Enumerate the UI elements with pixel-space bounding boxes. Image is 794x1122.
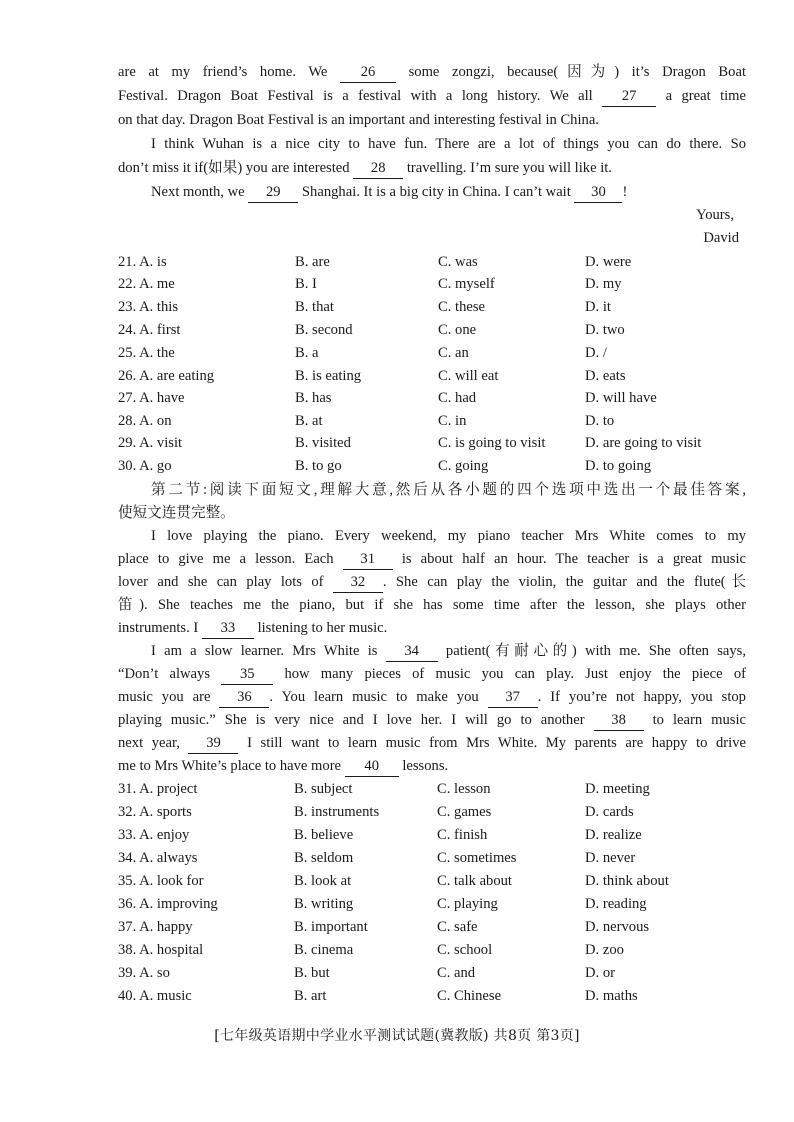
option-a: 31. A. project: [118, 781, 198, 797]
passage-2-line: [151, 639, 746, 663]
option-d: D. never: [585, 850, 636, 866]
option-b: B. believe: [294, 827, 354, 843]
text-run: are at my friend’s home. We: [118, 64, 341, 80]
option-b: B. seldom: [294, 850, 354, 866]
page-footer: [七年级英语期中学业水平测试试题(冀教版) 共8页 第3页]: [214, 1028, 580, 1044]
option-b: B. subject: [294, 781, 353, 797]
option-c: C. going: [438, 458, 489, 474]
option-b: B. is eating: [295, 368, 362, 384]
section-2-instruction: 第二节:阅读下面短文,理解大意,然后从各小题的四个选项中选出一个最佳答案,: [151, 482, 746, 498]
answer-blank: 37: [488, 689, 538, 708]
option-b: B. look at: [294, 873, 352, 889]
question-row: [118, 365, 746, 387]
text-run: Festival. Dragon Boat Festival is a festival with a long history. We all: [118, 88, 603, 104]
option-b: B. writing: [294, 896, 354, 912]
option-a: 33. A. enjoy: [118, 827, 190, 843]
answer-blank: 28: [353, 160, 403, 179]
option-b: B. a: [295, 345, 319, 361]
option-a: 23. A. this: [118, 299, 179, 315]
option-d: D. nervous: [585, 919, 650, 935]
answer-blank: 26: [340, 64, 396, 83]
question-row: [118, 319, 746, 341]
option-c: C. and: [437, 965, 476, 981]
passage-2-line: [118, 708, 746, 732]
option-c: C. will eat: [438, 368, 499, 384]
passage-2-line: [118, 754, 746, 778]
text-run: I think Wuhan is a nice city to have fun. There are a lot of things you can do there. So: [151, 136, 746, 152]
option-b: B. has: [295, 390, 332, 406]
option-d: D. will have: [585, 390, 657, 406]
letter-signature: David: [703, 230, 739, 246]
answer-blank: 35: [221, 666, 273, 685]
option-c: C. these: [438, 299, 486, 315]
text-run: travelling. I’m sure you will like it.: [403, 160, 612, 176]
passage-1-line: [151, 132, 746, 156]
question-row: [118, 342, 746, 364]
text-run: me to Mrs White’s place to have more: [118, 758, 345, 774]
option-b: B. are: [295, 254, 330, 270]
option-b: B. important: [294, 919, 368, 935]
question-row: [118, 432, 746, 454]
option-c: C. Chinese: [437, 988, 502, 1004]
text-run: “Don’t always: [118, 666, 222, 682]
text-run: . If you’re not happy, you stop: [537, 689, 746, 705]
option-c: C. finish: [437, 827, 488, 843]
question-row: [118, 870, 746, 892]
option-a: 27. A. have: [118, 390, 185, 406]
answer-blank: 40: [345, 758, 399, 777]
option-a: 37. A. happy: [118, 919, 193, 935]
option-d: D. are going to visit: [585, 435, 702, 451]
text-run: instruments. I: [118, 620, 202, 636]
option-a: 26. A. are eating: [118, 368, 215, 384]
text-run: is about half an hour. The teacher is a great music: [392, 551, 746, 567]
text-run: music you are: [118, 689, 220, 705]
option-a: 38. A. hospital: [118, 942, 204, 958]
text-run: a great time: [656, 88, 747, 104]
question-row: [118, 778, 746, 800]
option-d: D. eats: [585, 368, 626, 384]
answer-blank: 30: [574, 184, 622, 203]
passage-1-line: [118, 84, 746, 108]
answer-blank: 39: [188, 735, 238, 754]
option-b: B. at: [295, 413, 323, 429]
option-d: D. my: [585, 276, 622, 292]
option-a: 40. A. music: [118, 988, 192, 1004]
text-run: . She can play the violin, the guitar and the flute(长: [382, 574, 746, 590]
option-c: C. talk about: [437, 873, 512, 889]
option-a: 36. A. improving: [118, 896, 218, 912]
passage-2-line: [118, 685, 746, 709]
passage-2-line: [118, 731, 746, 755]
option-d: D. realize: [585, 827, 642, 843]
text-run: !: [622, 184, 628, 200]
passage-1-line: [118, 108, 746, 132]
answer-blank: 31: [343, 551, 393, 570]
text-run: listening to her music.: [253, 620, 388, 636]
option-a: 22. A. me: [118, 276, 175, 292]
option-b: B. that: [295, 299, 334, 315]
option-d: D. maths: [585, 988, 638, 1004]
question-row: [118, 387, 746, 409]
answer-blank: 33: [202, 620, 254, 639]
option-c: C. had: [438, 390, 477, 406]
passage-2-line: [118, 616, 746, 640]
question-row: [118, 251, 746, 273]
text-run: Next month, we: [151, 184, 249, 200]
text-run: patient(有耐心的) with me. She often says,: [437, 643, 746, 659]
option-d: D. to: [585, 413, 615, 429]
option-a: 39. A. so: [118, 965, 170, 981]
question-row: [118, 847, 746, 869]
answer-blank: 34: [386, 643, 438, 662]
option-d: D. reading: [585, 896, 647, 912]
passage-1-line: [151, 180, 746, 204]
answer-blank: 38: [594, 712, 644, 731]
passage-2-line: [118, 570, 746, 594]
option-c: C. is going to visit: [438, 435, 546, 451]
passage-2-line: [151, 524, 746, 548]
text-run: playing music.” She is very nice and I love her. I will go to another: [118, 712, 594, 728]
option-a: 21. A. is: [118, 254, 167, 270]
text-run: how many pieces of music you can play. Just enjoy the piece of: [273, 666, 746, 682]
option-a: 29. A. visit: [118, 435, 183, 451]
option-c: C. school: [437, 942, 493, 958]
option-b: B. visited: [295, 435, 351, 451]
option-c: C. an: [438, 345, 469, 361]
question-row: [118, 455, 746, 477]
text-run: I am a slow learner. Mrs White is: [151, 643, 386, 659]
option-c: C. playing: [437, 896, 498, 912]
question-row: [118, 273, 746, 295]
question-row: [118, 893, 746, 915]
option-b: B. second: [295, 322, 353, 338]
option-c: C. lesson: [437, 781, 491, 797]
option-a: 32. A. sports: [118, 804, 192, 820]
passage-1-line: [118, 156, 746, 180]
answer-blank: 27: [602, 88, 656, 107]
option-c: C. safe: [437, 919, 478, 935]
text-run: to learn music: [643, 712, 747, 728]
letter-closing: Yours,: [696, 207, 734, 223]
option-d: D. cards: [585, 804, 634, 820]
answer-blank: 36: [219, 689, 269, 708]
question-row: [118, 985, 746, 1007]
question-row: [118, 962, 746, 984]
answer-blank: 29: [248, 184, 298, 203]
option-d: D. to going: [585, 458, 652, 474]
option-a: 25. A. the: [118, 345, 175, 361]
text-run: don’t miss it if(如果) you are interested: [118, 160, 354, 176]
text-run: . You learn music to make you: [269, 689, 488, 705]
option-c: C. sometimes: [437, 850, 517, 866]
option-b: B. art: [294, 988, 327, 1004]
option-b: B. to go: [295, 458, 342, 474]
question-row: [118, 916, 746, 938]
option-b: B. I: [295, 276, 317, 292]
question-row: [118, 801, 746, 823]
answer-blank: 32: [333, 574, 383, 593]
section-2-instruction-cont: 使短文连贯完整。: [118, 505, 235, 521]
option-a: 28. A. on: [118, 413, 172, 429]
passage-2-line: [118, 662, 746, 686]
option-a: 34. A. always: [118, 850, 198, 866]
option-d: D. think about: [585, 873, 669, 889]
option-b: B. instruments: [294, 804, 380, 820]
question-row: [118, 296, 746, 318]
option-b: B. cinema: [294, 942, 354, 958]
option-a: 30. A. go: [118, 458, 172, 474]
option-d: D. it: [585, 299, 611, 315]
question-row: [118, 939, 746, 961]
option-a: 24. A. first: [118, 322, 181, 338]
option-d: D. were: [585, 254, 632, 270]
text-run: 笛). She teaches me the piano, but if she has some time after the lesson, she plays other: [118, 597, 746, 613]
option-b: B. but: [294, 965, 330, 981]
option-c: C. in: [438, 413, 467, 429]
option-c: C. games: [437, 804, 492, 820]
passage-2-line: [118, 547, 746, 571]
option-d: D. two: [585, 322, 625, 338]
option-c: C. was: [438, 254, 478, 270]
option-d: D. meeting: [585, 781, 650, 797]
option-d: D. zoo: [585, 942, 624, 958]
text-run: Shanghai. It is a big city in China. I can’t wait: [298, 184, 575, 200]
text-run: I still want to learn music from Mrs White. My parents are happy to drive: [238, 735, 746, 751]
question-row: [118, 410, 746, 432]
text-run: lessons.: [398, 758, 449, 774]
text-run: I love playing the piano. Every weekend, my piano teacher Mrs White comes to my: [151, 528, 746, 544]
option-d: D. /: [585, 345, 607, 361]
text-run: next year,: [118, 735, 189, 751]
option-c: C. myself: [438, 276, 495, 292]
option-c: C. one: [438, 322, 477, 338]
text-run: lover and she can play lots of: [118, 574, 333, 590]
text-run: on that day. Dragon Boat Festival is an important and interesting festival in China.: [118, 112, 599, 128]
question-row: [118, 824, 746, 846]
passage-1-line: [118, 60, 746, 84]
option-d: D. or: [585, 965, 615, 981]
option-a: 35. A. look for: [118, 873, 204, 889]
passage-2-line: [118, 593, 746, 617]
text-run: place to give me a lesson. Each: [118, 551, 343, 567]
text-run: some zongzi, because(因为) it’s Dragon Boat: [396, 64, 746, 80]
